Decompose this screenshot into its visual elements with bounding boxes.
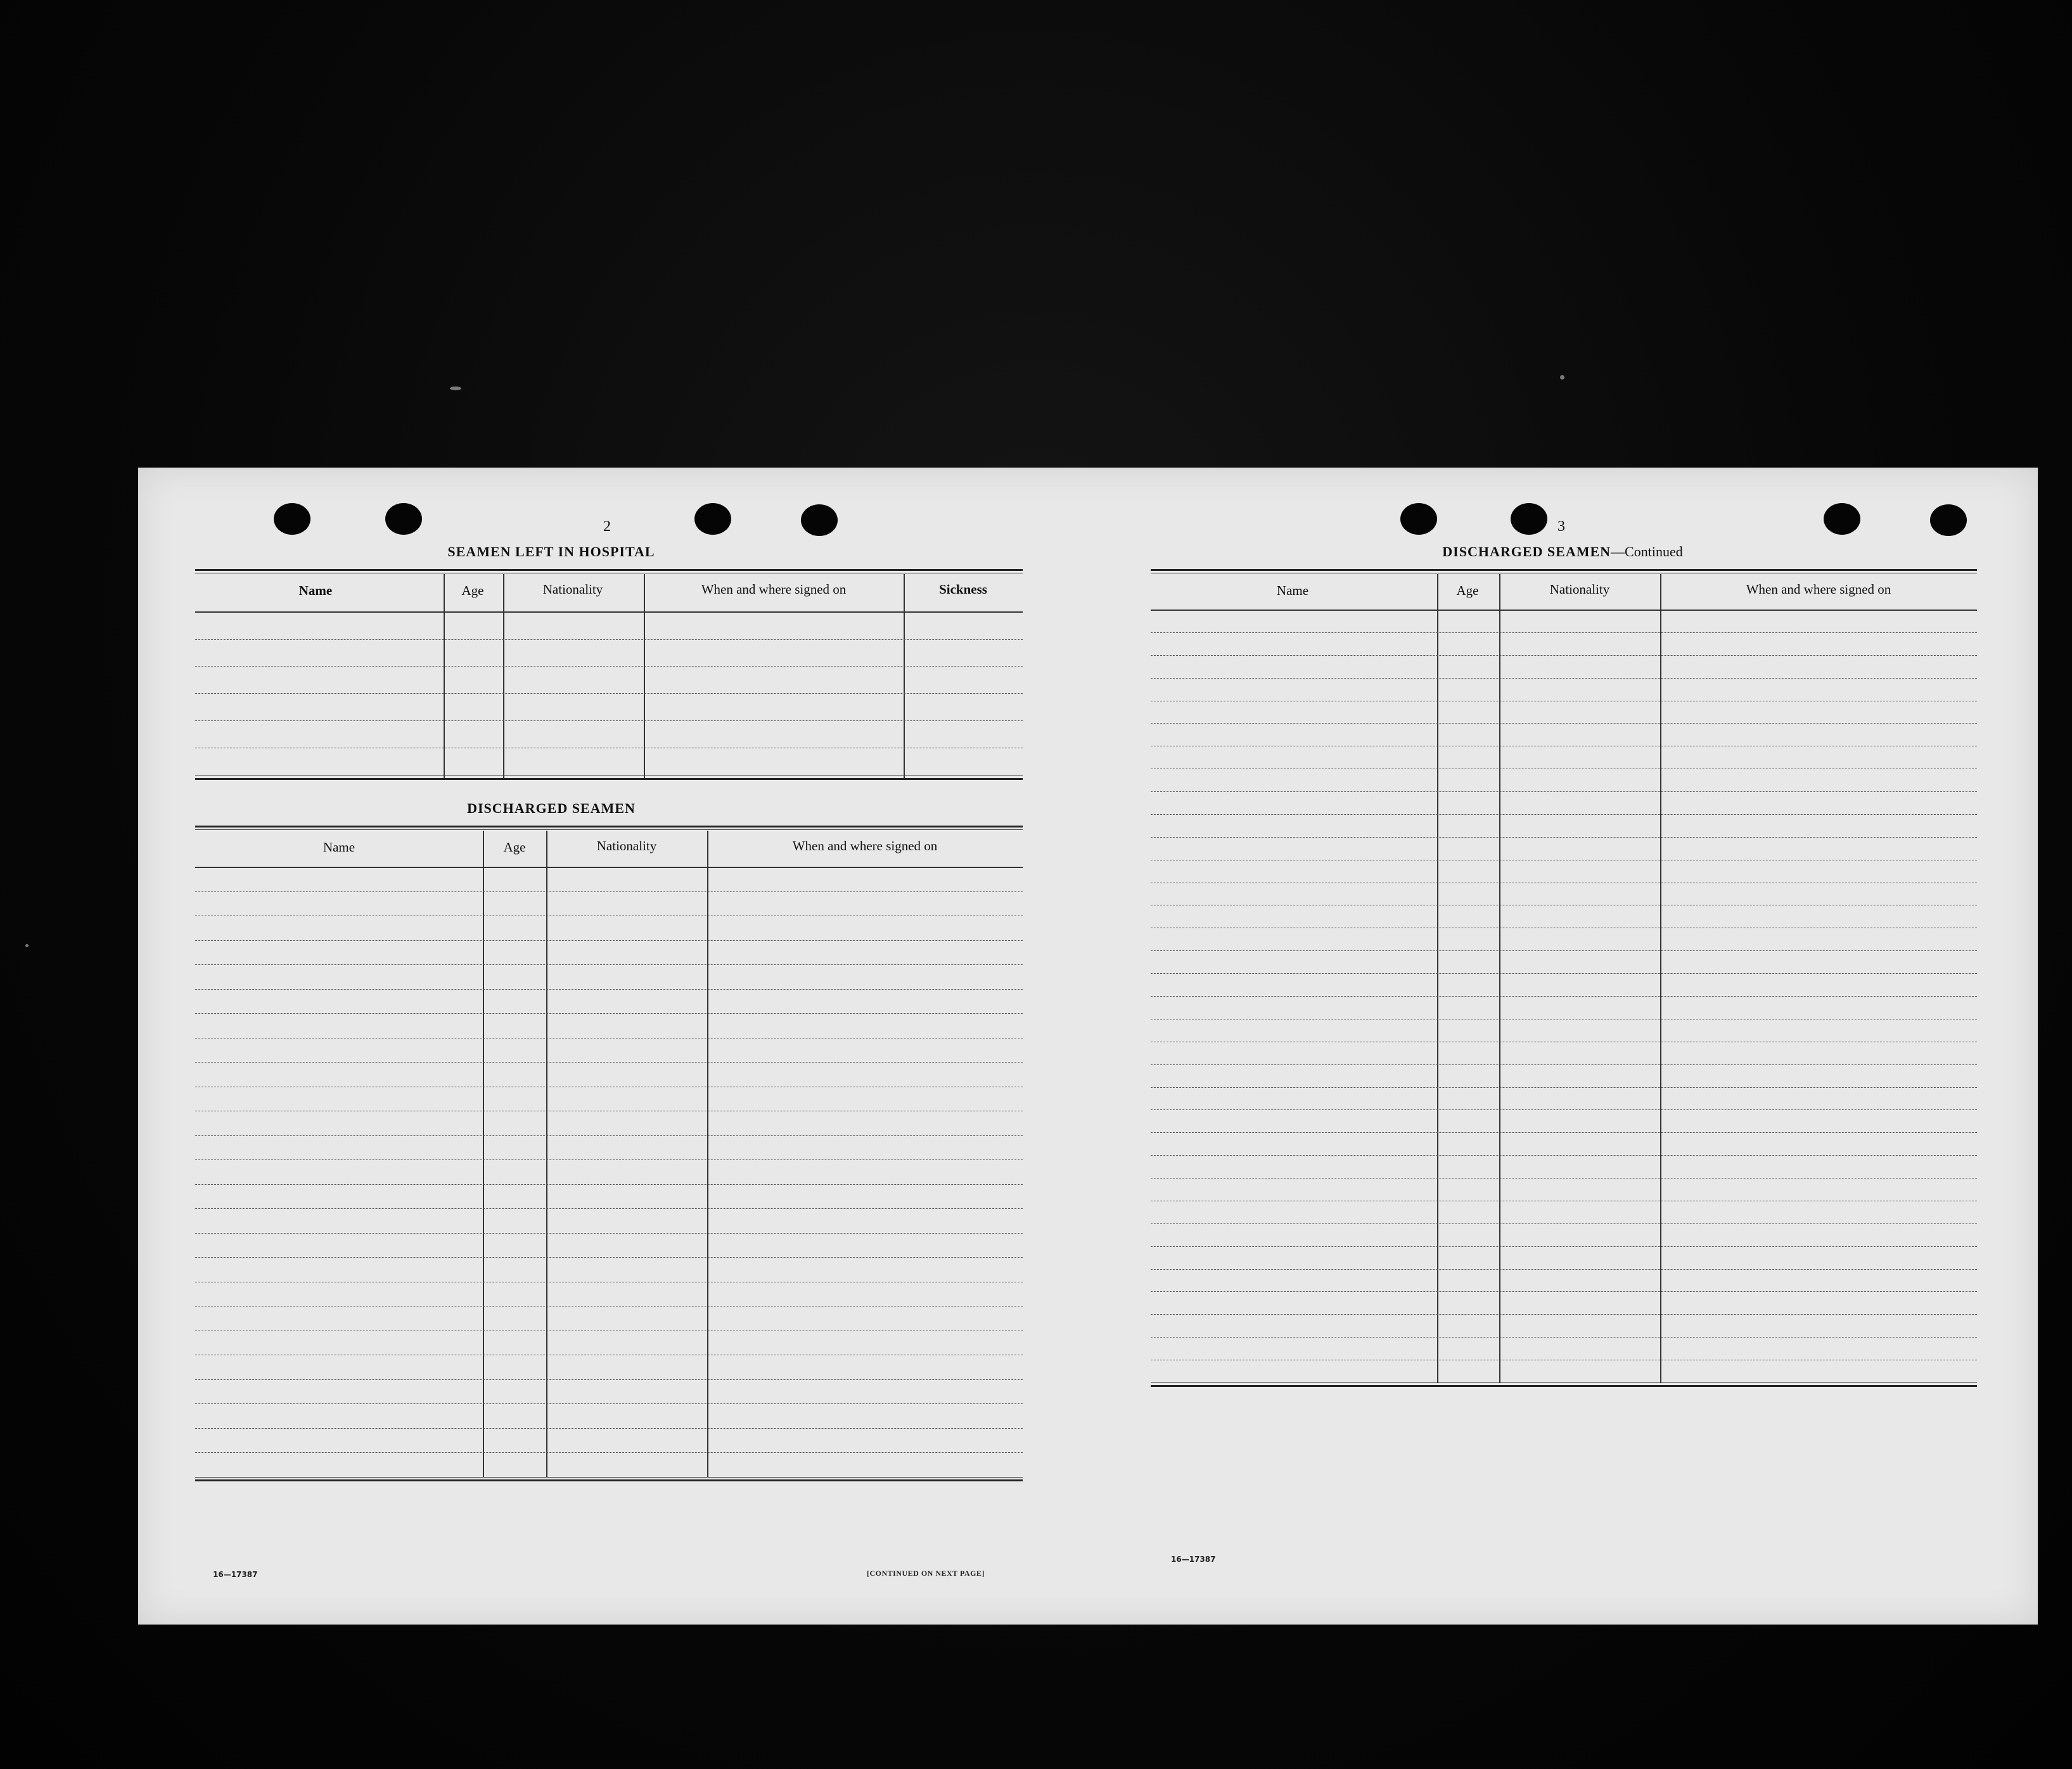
table-top-rule — [195, 569, 1023, 573]
discharged-continued-table — [1151, 569, 1977, 1388]
hospital-table — [195, 569, 1023, 784]
table-row — [195, 693, 1023, 694]
table-top-rule — [1151, 569, 1977, 573]
column-header-age: Age — [461, 583, 484, 598]
table-row — [195, 1379, 1023, 1380]
table-row — [1151, 973, 1977, 974]
column-header-name: Name — [1276, 583, 1309, 598]
discharged-continued-title-suffix: —Continued — [1611, 544, 1683, 559]
table-row — [195, 1135, 1023, 1136]
column-divider — [707, 831, 708, 1477]
table-row — [195, 1233, 1023, 1234]
column-divider — [1437, 574, 1438, 1383]
header-underline — [195, 611, 1023, 613]
column-header-age: Age — [503, 840, 526, 855]
table-bottom-rule — [1151, 1383, 1977, 1387]
table-row — [195, 1208, 1023, 1209]
form-code-left: 16—17387 — [213, 1570, 258, 1579]
table-row — [195, 1159, 1023, 1160]
table-row — [195, 1062, 1023, 1063]
punch-hole — [385, 503, 422, 535]
table-row — [1151, 678, 1977, 679]
table-row — [1151, 1155, 1977, 1156]
column-header-nationality: Nationality — [596, 838, 657, 853]
table-row — [1151, 1246, 1977, 1247]
table-row — [1151, 723, 1977, 724]
column-divider — [1660, 574, 1661, 1383]
discharged-continued-title — [1152, 544, 1973, 560]
column-header-age: Age — [1456, 583, 1479, 598]
table-row — [195, 940, 1023, 941]
table-row — [1151, 1109, 1977, 1110]
table-row — [195, 1184, 1023, 1185]
column-header-name: Name — [323, 840, 355, 855]
punch-hole — [801, 504, 838, 536]
column-header-signed-on: When and where signed on — [792, 838, 938, 853]
table-row — [1151, 1337, 1977, 1338]
punch-hole — [1511, 503, 1547, 535]
punch-hole — [1824, 503, 1860, 535]
punch-hole — [1400, 503, 1437, 535]
table-row — [1151, 655, 1977, 656]
table-row — [195, 1403, 1023, 1404]
column-divider — [546, 831, 547, 1477]
column-header-nationality: Nationality — [1549, 582, 1610, 597]
table-row — [1151, 1269, 1977, 1270]
continued-note: [CONTINUED ON NEXT PAGE] — [867, 1569, 985, 1578]
punch-hole — [1930, 504, 1967, 536]
table-row — [1151, 1314, 1977, 1315]
discharged-continued-title-main: DISCHARGED SEAMEN — [1442, 544, 1611, 559]
table-row — [1151, 837, 1977, 838]
table-row — [195, 989, 1023, 990]
discharged-table — [195, 826, 1023, 1482]
table-row — [195, 1257, 1023, 1258]
column-divider — [1499, 574, 1500, 1383]
dust-speck — [450, 386, 461, 390]
page-number-right: 3 — [1557, 518, 1565, 535]
column-header-signed-on: When and where signed on — [1746, 582, 1891, 597]
table-row — [1151, 814, 1977, 815]
dust-speck — [1560, 375, 1564, 380]
column-divider — [503, 574, 504, 780]
table-row — [195, 1013, 1023, 1014]
table-row — [1151, 1087, 1977, 1088]
table-row — [1151, 1064, 1977, 1065]
punch-hole — [694, 503, 731, 535]
table-top-rule — [195, 826, 1023, 830]
column-divider — [904, 574, 905, 780]
form-code-right: 16—17387 — [1171, 1555, 1216, 1564]
table-bottom-rule — [195, 776, 1023, 780]
table-row — [1151, 950, 1977, 951]
table-row — [1151, 632, 1977, 633]
column-header-nationality: Nationality — [542, 582, 603, 597]
column-divider — [444, 574, 445, 780]
ledger-sheet — [138, 468, 2038, 1625]
column-divider — [483, 831, 484, 1477]
column-header-sickness: Sickness — [939, 582, 987, 597]
header-underline — [195, 867, 1023, 868]
table-row — [195, 1428, 1023, 1429]
header-underline — [1151, 610, 1977, 611]
table-row — [1151, 1132, 1977, 1133]
table-row — [195, 1452, 1023, 1453]
punch-hole — [274, 503, 310, 535]
table-row — [1151, 1291, 1977, 1292]
table-bottom-rule — [195, 1477, 1023, 1481]
page-number-left: 2 — [603, 518, 611, 535]
table-row — [195, 964, 1023, 965]
table-row — [195, 666, 1023, 667]
hospital-section-title: SEAMEN LEFT IN HOSPITAL — [447, 544, 655, 559]
dust-speck — [25, 944, 29, 947]
table-row — [1151, 1223, 1977, 1224]
column-header-signed-on: When and where signed on — [701, 582, 847, 597]
column-divider — [644, 574, 645, 780]
table-row — [195, 639, 1023, 640]
discharged-section-title: DISCHARGED SEAMEN — [467, 800, 636, 816]
column-header-name: Name — [298, 583, 333, 598]
table-row — [195, 891, 1023, 892]
table-row — [1151, 996, 1977, 997]
table-row — [195, 720, 1023, 721]
table-row — [1151, 791, 1977, 792]
